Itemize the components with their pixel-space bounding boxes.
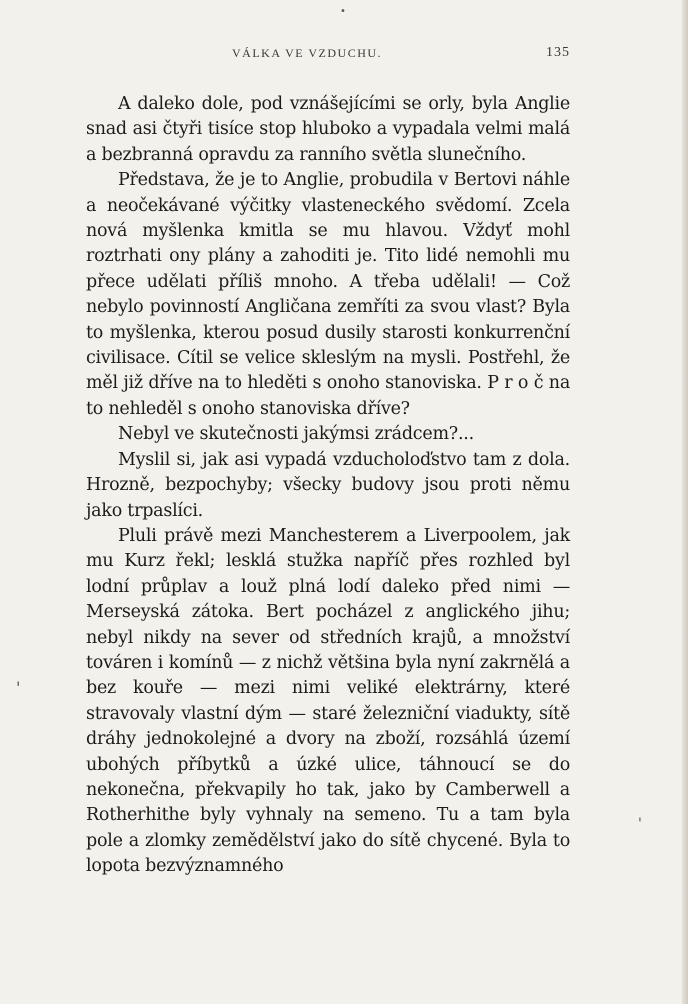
body-text xyxy=(86,92,570,880)
print-speck: • xyxy=(340,6,346,17)
paragraph: Nebyl ve skutečnosti jakýmsi zrádcem?... xyxy=(118,424,474,445)
running-head: VÁLKA VE VZDUCHU. xyxy=(232,46,383,60)
paragraph: A daleko dole, pod vznášejícími se orly, byla Anglie snad asi čtyři tisíce stop hluboko a vypadala velmi malá a bezbranná opravdu za ranního světla slunečního. xyxy=(86,94,570,165)
margin-mark: ' xyxy=(638,816,642,832)
page-edge-shadow xyxy=(682,0,688,1004)
page-number: 135 xyxy=(546,45,570,60)
paragraph: Pluli právě mezi Manchesterem a Liverpoolem, jak mu Kurz řekl; lesklá stužka napříč přes rozhled byl lodní průplav a louž plná lodí daleko před nimi — Merseyská zátoka. Bert pocházel z anglického jihu; nebyl nikdy na sever od středních krajů, a množství továren i komínů — z nichž většina byla nyní zakrnělá a bez kouře — mezi nimi veliké elektrárny, které stravovaly vlastní dým — staré železniční viadukty, sítě dráhy jednokolejné a dvory na zboží, rozsáhlá území ubohých příbytků a úzké ulice, táhnoucí se do nekonečna, překvapily ho tak, jako by Camberwell a Rotherhithe byly vyhnaly na semeno. Tu a tam byla pole a zlomky zemědělství jako do sítě chycené. Byla to lopota bezvýznamného xyxy=(86,525,570,877)
paragraph: Myslil si, jak asi vypadá vzducholoďstvo tam z dola. Hrozně, bezpochyby; všecky budovy jsou proti němu jako trpaslíci. xyxy=(86,449,570,521)
margin-mark: ' xyxy=(16,678,21,697)
page-header xyxy=(86,46,570,66)
paragraph: Představa, že je to Anglie, probudila v Bertovi náhle a neočekávané výčitky vlasteneckého svědomí. Zcela nová myšlenka kmitla se mu hlavou. Vždyť mohl roztrhati ony plány a zahoditi je. Tito lidé nemohli mu přece udělati příliš mnoho. A třeba udělali! — Což nebylo povinností Angličana zemříti za svou vlast? Byla to myšlenka, kterou posud dusily starosti konkurrenční civilisace. Cítil se velice skleslým na mysli. Postřehl, že měl již dříve na to hleděti s onoho stanoviska. P r o č na to nehleděl s onoho stanoviska dříve? xyxy=(86,170,570,419)
